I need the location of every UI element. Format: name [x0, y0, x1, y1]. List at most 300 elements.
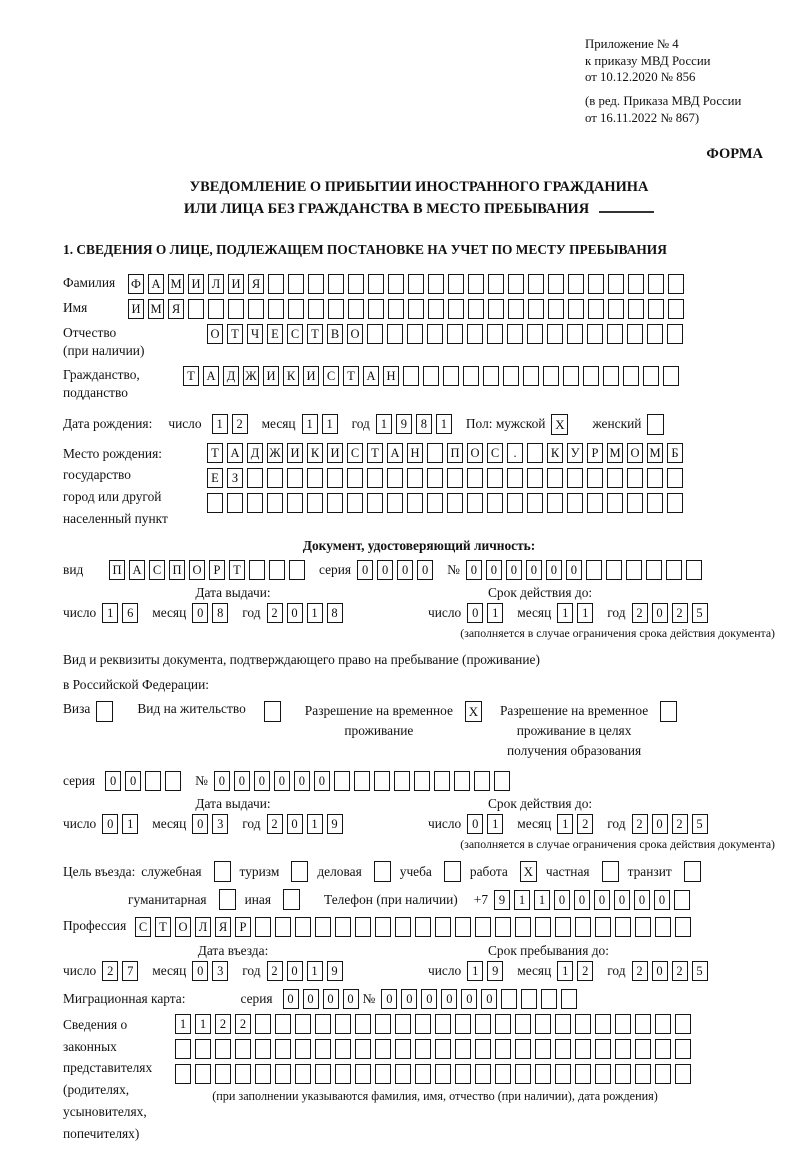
char-box[interactable] [427, 443, 443, 463]
char-box[interactable] [414, 771, 430, 791]
char-box[interactable]: 1 [534, 890, 550, 910]
char-box[interactable] [503, 366, 519, 386]
char-box[interactable] [195, 1039, 211, 1059]
char-box[interactable] [647, 468, 663, 488]
purpose-work-checkbox[interactable]: X [520, 861, 537, 882]
char-box[interactable] [287, 468, 303, 488]
temp-residence-edu-checkbox[interactable] [660, 701, 677, 722]
char-box[interactable] [423, 366, 439, 386]
char-box[interactable]: С [347, 443, 363, 463]
char-box[interactable] [387, 324, 403, 344]
char-box[interactable] [675, 917, 691, 937]
char-box[interactable] [555, 917, 571, 937]
char-box[interactable] [447, 468, 463, 488]
char-box[interactable] [627, 493, 643, 513]
char-box[interactable] [647, 324, 663, 344]
char-box[interactable] [668, 299, 684, 319]
char-box[interactable]: 1 [557, 961, 573, 981]
char-box[interactable] [395, 1014, 411, 1034]
char-box[interactable] [288, 274, 304, 294]
char-box[interactable]: 0 [441, 989, 457, 1009]
char-box[interactable]: 2 [267, 603, 283, 623]
char-box[interactable]: 1 [577, 603, 593, 623]
char-box[interactable] [454, 771, 470, 791]
char-box[interactable] [315, 1014, 331, 1034]
char-box[interactable] [455, 1064, 471, 1084]
char-box[interactable]: О [347, 324, 363, 344]
char-box[interactable]: 9 [327, 814, 343, 834]
char-box[interactable] [255, 1064, 271, 1084]
char-box[interactable] [508, 274, 524, 294]
char-box[interactable]: 0 [421, 989, 437, 1009]
char-box[interactable] [368, 299, 384, 319]
char-box[interactable]: 1 [557, 814, 573, 834]
char-box[interactable]: 0 [574, 890, 590, 910]
char-box[interactable]: 0 [481, 989, 497, 1009]
char-box[interactable]: А [387, 443, 403, 463]
char-box[interactable] [375, 1039, 391, 1059]
char-box[interactable] [588, 299, 604, 319]
char-box[interactable] [403, 366, 419, 386]
char-box[interactable] [495, 1014, 511, 1034]
char-box[interactable]: Т [229, 560, 245, 580]
char-box[interactable] [375, 1014, 391, 1034]
char-box[interactable] [295, 1064, 311, 1084]
char-box[interactable] [248, 299, 264, 319]
char-box[interactable] [627, 468, 643, 488]
char-box[interactable] [587, 468, 603, 488]
char-box[interactable] [587, 324, 603, 344]
char-box[interactable]: 2 [632, 961, 648, 981]
char-box[interactable]: 0 [467, 603, 483, 623]
char-box[interactable] [367, 493, 383, 513]
char-box[interactable] [675, 1039, 691, 1059]
char-box[interactable]: 0 [287, 603, 303, 623]
char-box[interactable]: Е [267, 324, 283, 344]
char-box[interactable] [165, 771, 181, 791]
char-box[interactable]: 9 [396, 414, 412, 434]
char-box[interactable] [267, 468, 283, 488]
char-box[interactable] [348, 274, 364, 294]
char-box[interactable] [207, 493, 223, 513]
char-box[interactable]: 0 [343, 989, 359, 1009]
char-box[interactable] [527, 493, 543, 513]
char-box[interactable] [435, 1039, 451, 1059]
char-box[interactable] [394, 771, 410, 791]
char-box[interactable]: 1 [307, 814, 323, 834]
char-box[interactable]: З [227, 468, 243, 488]
char-box[interactable]: О [175, 917, 191, 937]
char-box[interactable]: В [327, 324, 343, 344]
char-box[interactable] [635, 1039, 651, 1059]
char-box[interactable] [208, 299, 224, 319]
char-box[interactable] [655, 1014, 671, 1034]
char-box[interactable] [607, 493, 623, 513]
char-box[interactable]: . [507, 443, 523, 463]
char-box[interactable]: Е [207, 468, 223, 488]
char-box[interactable]: 2 [577, 961, 593, 981]
char-box[interactable] [287, 493, 303, 513]
char-box[interactable] [647, 493, 663, 513]
char-box[interactable]: 0 [287, 814, 303, 834]
char-box[interactable]: Д [223, 366, 239, 386]
char-box[interactable] [395, 917, 411, 937]
char-box[interactable] [447, 324, 463, 344]
char-box[interactable] [583, 366, 599, 386]
char-box[interactable] [535, 1064, 551, 1084]
purpose-tourism-checkbox[interactable] [291, 861, 308, 882]
char-box[interactable] [415, 1064, 431, 1084]
char-box[interactable] [335, 1014, 351, 1034]
char-box[interactable] [295, 917, 311, 937]
char-box[interactable] [435, 1014, 451, 1034]
char-box[interactable] [175, 1064, 191, 1084]
char-box[interactable]: С [323, 366, 339, 386]
char-box[interactable]: 1 [307, 603, 323, 623]
char-box[interactable] [347, 493, 363, 513]
char-box[interactable]: 2 [215, 1014, 231, 1034]
char-box[interactable]: 0 [594, 890, 610, 910]
char-box[interactable]: 5 [692, 814, 708, 834]
char-box[interactable] [555, 1064, 571, 1084]
char-box[interactable]: Т [367, 443, 383, 463]
char-box[interactable] [508, 299, 524, 319]
char-box[interactable] [515, 1064, 531, 1084]
char-box[interactable]: 9 [487, 961, 503, 981]
char-box[interactable] [315, 1039, 331, 1059]
char-box[interactable]: 0 [125, 771, 141, 791]
char-box[interactable]: Ч [247, 324, 263, 344]
char-box[interactable] [615, 1039, 631, 1059]
char-box[interactable]: 0 [254, 771, 270, 791]
char-box[interactable] [295, 1014, 311, 1034]
char-box[interactable]: 0 [401, 989, 417, 1009]
char-box[interactable] [427, 468, 443, 488]
char-box[interactable] [561, 989, 577, 1009]
char-box[interactable] [348, 299, 364, 319]
char-box[interactable] [646, 560, 662, 580]
char-box[interactable] [567, 324, 583, 344]
char-box[interactable] [507, 493, 523, 513]
char-box[interactable] [515, 917, 531, 937]
char-box[interactable]: П [169, 560, 185, 580]
char-box[interactable]: 0 [506, 560, 522, 580]
char-box[interactable] [648, 274, 664, 294]
char-box[interactable]: Н [383, 366, 399, 386]
char-box[interactable] [535, 1039, 551, 1059]
char-box[interactable]: 2 [672, 814, 688, 834]
char-box[interactable] [568, 274, 584, 294]
char-box[interactable] [388, 274, 404, 294]
char-box[interactable]: 0 [357, 560, 373, 580]
char-box[interactable]: 2 [577, 814, 593, 834]
char-box[interactable] [387, 468, 403, 488]
char-box[interactable] [675, 1064, 691, 1084]
char-box[interactable]: К [283, 366, 299, 386]
char-box[interactable]: 1 [436, 414, 452, 434]
char-box[interactable] [543, 366, 559, 386]
char-box[interactable]: 0 [526, 560, 542, 580]
char-box[interactable] [215, 1039, 231, 1059]
char-box[interactable] [635, 917, 651, 937]
char-box[interactable]: 0 [381, 989, 397, 1009]
char-box[interactable]: М [647, 443, 663, 463]
char-box[interactable] [275, 1064, 291, 1084]
char-box[interactable] [407, 324, 423, 344]
char-box[interactable] [415, 1039, 431, 1059]
char-box[interactable] [367, 324, 383, 344]
char-box[interactable] [495, 1064, 511, 1084]
char-box[interactable] [355, 1064, 371, 1084]
char-box[interactable] [507, 324, 523, 344]
char-box[interactable] [541, 989, 557, 1009]
char-box[interactable]: 2 [267, 814, 283, 834]
char-box[interactable]: 1 [322, 414, 338, 434]
char-box[interactable]: 5 [692, 961, 708, 981]
char-box[interactable] [235, 1064, 251, 1084]
char-box[interactable]: Л [208, 274, 224, 294]
char-box[interactable] [595, 1014, 611, 1034]
char-box[interactable]: И [303, 366, 319, 386]
char-box[interactable]: 8 [327, 603, 343, 623]
char-box[interactable]: 0 [102, 814, 118, 834]
char-box[interactable] [455, 1039, 471, 1059]
char-box[interactable]: А [148, 274, 164, 294]
char-box[interactable] [588, 274, 604, 294]
char-box[interactable] [548, 274, 564, 294]
char-box[interactable] [488, 299, 504, 319]
char-box[interactable]: М [168, 274, 184, 294]
char-box[interactable]: 1 [467, 961, 483, 981]
char-box[interactable] [467, 324, 483, 344]
char-box[interactable]: 0 [546, 560, 562, 580]
char-box[interactable]: 0 [652, 961, 668, 981]
char-box[interactable]: Р [587, 443, 603, 463]
char-box[interactable]: О [207, 324, 223, 344]
char-box[interactable]: 0 [234, 771, 250, 791]
char-box[interactable] [488, 274, 504, 294]
char-box[interactable] [327, 468, 343, 488]
char-box[interactable]: 0 [192, 961, 208, 981]
char-box[interactable]: 0 [283, 989, 299, 1009]
char-box[interactable]: 0 [192, 603, 208, 623]
purpose-official-checkbox[interactable] [214, 861, 231, 882]
char-box[interactable]: 1 [102, 603, 118, 623]
char-box[interactable] [268, 274, 284, 294]
char-box[interactable] [427, 324, 443, 344]
char-box[interactable] [275, 1014, 291, 1034]
char-box[interactable] [145, 771, 161, 791]
char-box[interactable]: Я [168, 299, 184, 319]
char-box[interactable] [515, 1039, 531, 1059]
char-box[interactable] [255, 1014, 271, 1034]
char-box[interactable] [563, 366, 579, 386]
char-box[interactable] [335, 1039, 351, 1059]
char-box[interactable]: И [327, 443, 343, 463]
char-box[interactable] [463, 366, 479, 386]
char-box[interactable] [575, 917, 591, 937]
char-box[interactable]: Ж [267, 443, 283, 463]
purpose-transit-checkbox[interactable] [684, 861, 701, 882]
char-box[interactable]: П [109, 560, 125, 580]
char-box[interactable]: 0 [105, 771, 121, 791]
char-box[interactable] [435, 917, 451, 937]
char-box[interactable] [475, 1039, 491, 1059]
char-box[interactable] [475, 1064, 491, 1084]
char-box[interactable] [408, 299, 424, 319]
char-box[interactable] [428, 274, 444, 294]
char-box[interactable]: 1 [514, 890, 530, 910]
char-box[interactable] [227, 493, 243, 513]
char-box[interactable]: Б [667, 443, 683, 463]
char-box[interactable] [467, 468, 483, 488]
char-box[interactable] [367, 468, 383, 488]
char-box[interactable] [608, 274, 624, 294]
char-box[interactable]: 1 [175, 1014, 191, 1034]
char-box[interactable] [335, 917, 351, 937]
char-box[interactable]: Т [307, 324, 323, 344]
char-box[interactable] [434, 771, 450, 791]
char-box[interactable] [655, 1064, 671, 1084]
char-box[interactable] [443, 366, 459, 386]
char-box[interactable] [455, 1014, 471, 1034]
char-box[interactable] [655, 1039, 671, 1059]
char-box[interactable] [455, 917, 471, 937]
char-box[interactable]: А [363, 366, 379, 386]
char-box[interactable]: С [287, 324, 303, 344]
char-box[interactable] [528, 274, 544, 294]
char-box[interactable]: Т [207, 443, 223, 463]
char-box[interactable]: 0 [634, 890, 650, 910]
char-box[interactable] [428, 299, 444, 319]
char-box[interactable] [307, 468, 323, 488]
char-box[interactable]: 0 [554, 890, 570, 910]
char-box[interactable] [347, 468, 363, 488]
char-box[interactable] [215, 1064, 231, 1084]
char-box[interactable]: 8 [212, 603, 228, 623]
char-box[interactable]: 2 [232, 414, 248, 434]
char-box[interactable]: 6 [122, 603, 138, 623]
char-box[interactable]: 0 [303, 989, 319, 1009]
char-box[interactable] [448, 274, 464, 294]
char-box[interactable]: 0 [192, 814, 208, 834]
residence-permit-checkbox[interactable] [264, 701, 281, 722]
char-box[interactable] [468, 274, 484, 294]
char-box[interactable] [327, 493, 343, 513]
char-box[interactable] [427, 493, 443, 513]
char-box[interactable]: И [128, 299, 144, 319]
char-box[interactable] [608, 299, 624, 319]
purpose-other-checkbox[interactable] [283, 889, 300, 910]
char-box[interactable]: 0 [314, 771, 330, 791]
char-box[interactable] [668, 274, 684, 294]
char-box[interactable] [468, 299, 484, 319]
sex-male-checkbox[interactable]: X [551, 414, 568, 435]
char-box[interactable]: 0 [461, 989, 477, 1009]
char-box[interactable] [487, 324, 503, 344]
char-box[interactable] [374, 771, 390, 791]
char-box[interactable] [555, 1039, 571, 1059]
char-box[interactable] [628, 299, 644, 319]
char-box[interactable]: 2 [632, 814, 648, 834]
char-box[interactable]: И [287, 443, 303, 463]
char-box[interactable] [408, 274, 424, 294]
char-box[interactable]: 0 [466, 560, 482, 580]
char-box[interactable] [515, 1014, 531, 1034]
char-box[interactable] [527, 324, 543, 344]
purpose-business-checkbox[interactable] [374, 861, 391, 882]
char-box[interactable] [255, 917, 271, 937]
char-box[interactable]: Л [195, 917, 211, 937]
char-box[interactable] [643, 366, 659, 386]
char-box[interactable]: 0 [652, 814, 668, 834]
purpose-private-checkbox[interactable] [602, 861, 619, 882]
char-box[interactable] [247, 468, 263, 488]
char-box[interactable] [648, 299, 664, 319]
char-box[interactable] [501, 989, 517, 1009]
char-box[interactable]: 1 [195, 1014, 211, 1034]
char-box[interactable] [188, 299, 204, 319]
char-box[interactable]: 0 [294, 771, 310, 791]
char-box[interactable]: 2 [672, 961, 688, 981]
char-box[interactable] [663, 366, 679, 386]
char-box[interactable] [295, 1039, 311, 1059]
char-box[interactable] [655, 917, 671, 937]
char-box[interactable] [467, 493, 483, 513]
char-box[interactable]: 2 [102, 961, 118, 981]
char-box[interactable]: О [467, 443, 483, 463]
char-box[interactable] [175, 1039, 191, 1059]
char-box[interactable]: 3 [212, 814, 228, 834]
char-box[interactable] [528, 299, 544, 319]
char-box[interactable] [575, 1014, 591, 1034]
char-box[interactable] [368, 274, 384, 294]
char-box[interactable]: А [203, 366, 219, 386]
char-box[interactable] [547, 468, 563, 488]
char-box[interactable] [674, 890, 690, 910]
char-box[interactable]: О [189, 560, 205, 580]
char-box[interactable] [595, 1039, 611, 1059]
char-box[interactable] [635, 1014, 651, 1034]
char-box[interactable] [267, 493, 283, 513]
char-box[interactable] [666, 560, 682, 580]
char-box[interactable] [269, 560, 285, 580]
char-box[interactable] [626, 560, 642, 580]
char-box[interactable] [667, 324, 683, 344]
char-box[interactable]: Р [235, 917, 251, 937]
char-box[interactable] [607, 468, 623, 488]
char-box[interactable]: Ф [128, 274, 144, 294]
char-box[interactable]: 0 [214, 771, 230, 791]
char-box[interactable]: 2 [235, 1014, 251, 1034]
char-box[interactable] [335, 1064, 351, 1084]
char-box[interactable] [615, 1064, 631, 1084]
char-box[interactable]: И [188, 274, 204, 294]
char-box[interactable] [603, 366, 619, 386]
char-box[interactable] [415, 1014, 431, 1034]
char-box[interactable]: 0 [566, 560, 582, 580]
char-box[interactable] [395, 1039, 411, 1059]
char-box[interactable]: 8 [416, 414, 432, 434]
char-box[interactable]: Т [227, 324, 243, 344]
char-box[interactable] [435, 1064, 451, 1084]
char-box[interactable]: Т [155, 917, 171, 937]
char-box[interactable]: 1 [122, 814, 138, 834]
char-box[interactable] [615, 917, 631, 937]
char-box[interactable]: 1 [302, 414, 318, 434]
char-box[interactable]: Н [407, 443, 423, 463]
temp-residence-checkbox[interactable]: X [465, 701, 482, 722]
